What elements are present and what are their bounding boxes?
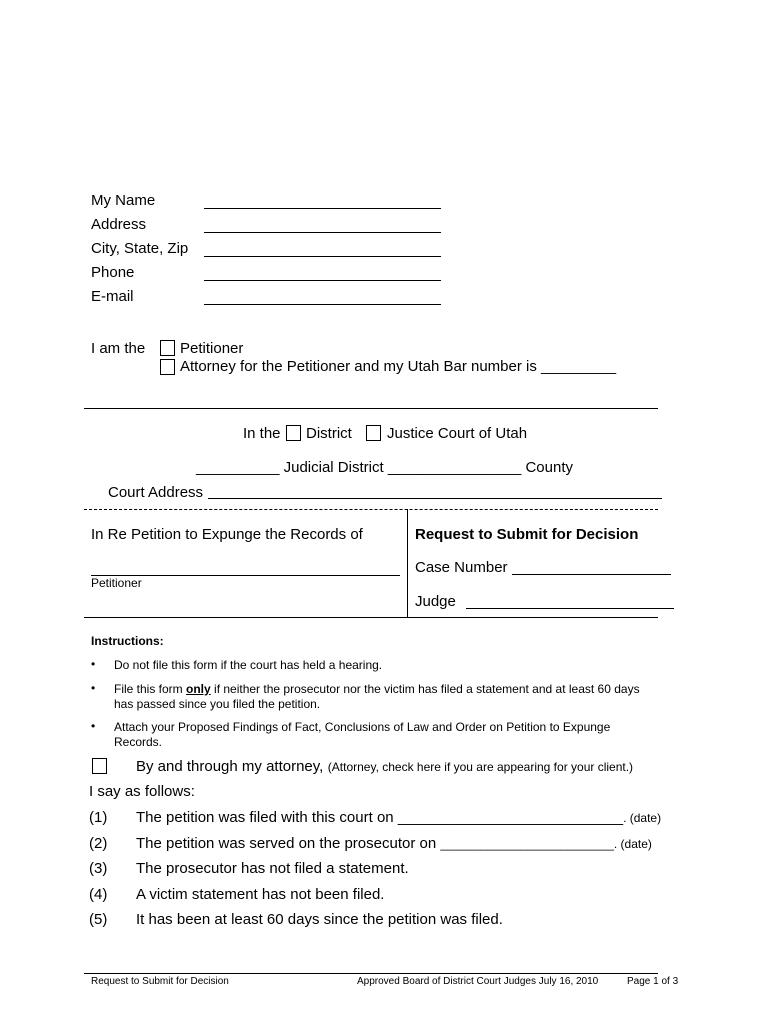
footer-approval: Approved Board of District Court Judges July 16, 2010 (357, 976, 599, 987)
statement-3-number: (3) (89, 860, 108, 877)
document-title: Request to Submit for Decision (415, 526, 639, 543)
attorney-text: Attorney for the Petitioner and my Utah Bar number is (180, 358, 537, 375)
justice-court-label: Justice Court of Utah (387, 425, 528, 442)
bullet-2: • (91, 681, 96, 695)
court-address-label: Court Address (108, 484, 204, 501)
instruction-2 (114, 682, 640, 697)
judicial-district-blank[interactable]: __________ (196, 459, 280, 476)
statement-2 (136, 835, 652, 853)
name-label: My Name (91, 192, 156, 209)
petitioner-label: Petitioner (180, 340, 244, 357)
attorney-label (180, 358, 616, 376)
statements-intro: I say as follows: (89, 783, 195, 800)
by-attorney-label: By and through my attorney, (136, 758, 324, 775)
city-state-zip-line[interactable] (204, 256, 441, 257)
by-attorney-checkbox[interactable] (92, 758, 107, 774)
section-divider (84, 408, 658, 409)
statement-4-number: (4) (89, 886, 108, 903)
statement-1-number: (1) (89, 809, 108, 826)
role-intro: I am the (91, 340, 146, 357)
case-number-label: Case Number (415, 559, 508, 576)
instruction-1: Do not file this form if the court has held a hearing. (114, 658, 383, 672)
by-attorney-line (136, 758, 633, 776)
footer-page-number: Page 1 of 3 (627, 976, 679, 987)
petitioner-checkbox[interactable] (160, 340, 175, 356)
footer-title: Request to Submit for Decision (91, 976, 229, 987)
by-attorney-note: (Attorney, check here if you are appearing for your client.) (327, 760, 634, 774)
in-the-label: In the (243, 425, 281, 442)
caption-top-border (84, 509, 658, 510)
judge-label: Judge (415, 593, 456, 610)
caption-divider (407, 509, 408, 617)
phone-line[interactable] (204, 280, 441, 281)
district-checkbox[interactable] (286, 425, 301, 441)
address-label: Address (91, 216, 147, 233)
instruction-2-pre: File this form (114, 682, 187, 696)
district-label: District (306, 425, 352, 442)
bullet-3: • (91, 719, 96, 733)
statement-4-text: A victim statement has not been filed. (136, 886, 385, 903)
judicial-district-label: Judicial District (283, 459, 384, 476)
county-label: County (525, 459, 573, 476)
petitioner-caption-label: Petitioner (91, 576, 142, 590)
email-line[interactable] (204, 304, 441, 305)
phone-label: Phone (91, 264, 135, 281)
judge-line[interactable] (466, 608, 674, 609)
instructions-heading: Instructions: (91, 634, 164, 648)
instruction-3: Attach your Proposed Findings of Fact, Conclusions of Law and Order on Petition to Expunge (114, 720, 611, 734)
county-blank[interactable]: ________________ (387, 459, 522, 476)
city-state-zip-label: City, State, Zip (91, 240, 189, 257)
judicial-district-line (196, 459, 573, 477)
court-address-line[interactable] (208, 498, 662, 499)
statement-2-text: The petition was served on the prosecutor on (136, 835, 437, 852)
name-line[interactable] (204, 208, 441, 209)
instruction-2-only: only (186, 682, 211, 696)
instruction-2-post: if neither the prosecutor nor the victim has filed a statement and at least 60 days (210, 682, 640, 696)
case-number-line[interactable] (512, 574, 671, 575)
statement-1-suffix: . (date) (623, 811, 662, 825)
justice-court-checkbox[interactable] (366, 425, 381, 441)
filed-date-blank[interactable]: ___________________________ (397, 809, 624, 826)
address-line[interactable] (204, 232, 441, 233)
statement-5-number: (5) (89, 911, 108, 928)
footer-rule (84, 973, 658, 974)
caption-bottom-border (84, 617, 658, 618)
email-label: E-mail (91, 288, 134, 305)
statement-1-text: The petition was filed with this court on (136, 809, 394, 826)
instruction-2-line-2: has passed since you filed the petition. (114, 697, 321, 711)
served-date-blank[interactable]: __________________________ (440, 837, 614, 851)
statement-1 (136, 809, 661, 827)
statement-5-text: It has been at least 60 days since the petition was filed. (136, 911, 503, 928)
attorney-checkbox[interactable] (160, 359, 175, 375)
bullet-1: • (91, 657, 96, 671)
in-re-title: In Re Petition to Expunge the Records of (91, 526, 363, 543)
statement-2-suffix: . (date) (613, 837, 652, 851)
bar-number-blank[interactable]: _________ (541, 358, 617, 375)
statement-2-number: (2) (89, 835, 108, 852)
statement-3-text: The prosecutor has not filed a statement. (136, 860, 409, 877)
instruction-3-line-2: Records. (114, 735, 163, 749)
